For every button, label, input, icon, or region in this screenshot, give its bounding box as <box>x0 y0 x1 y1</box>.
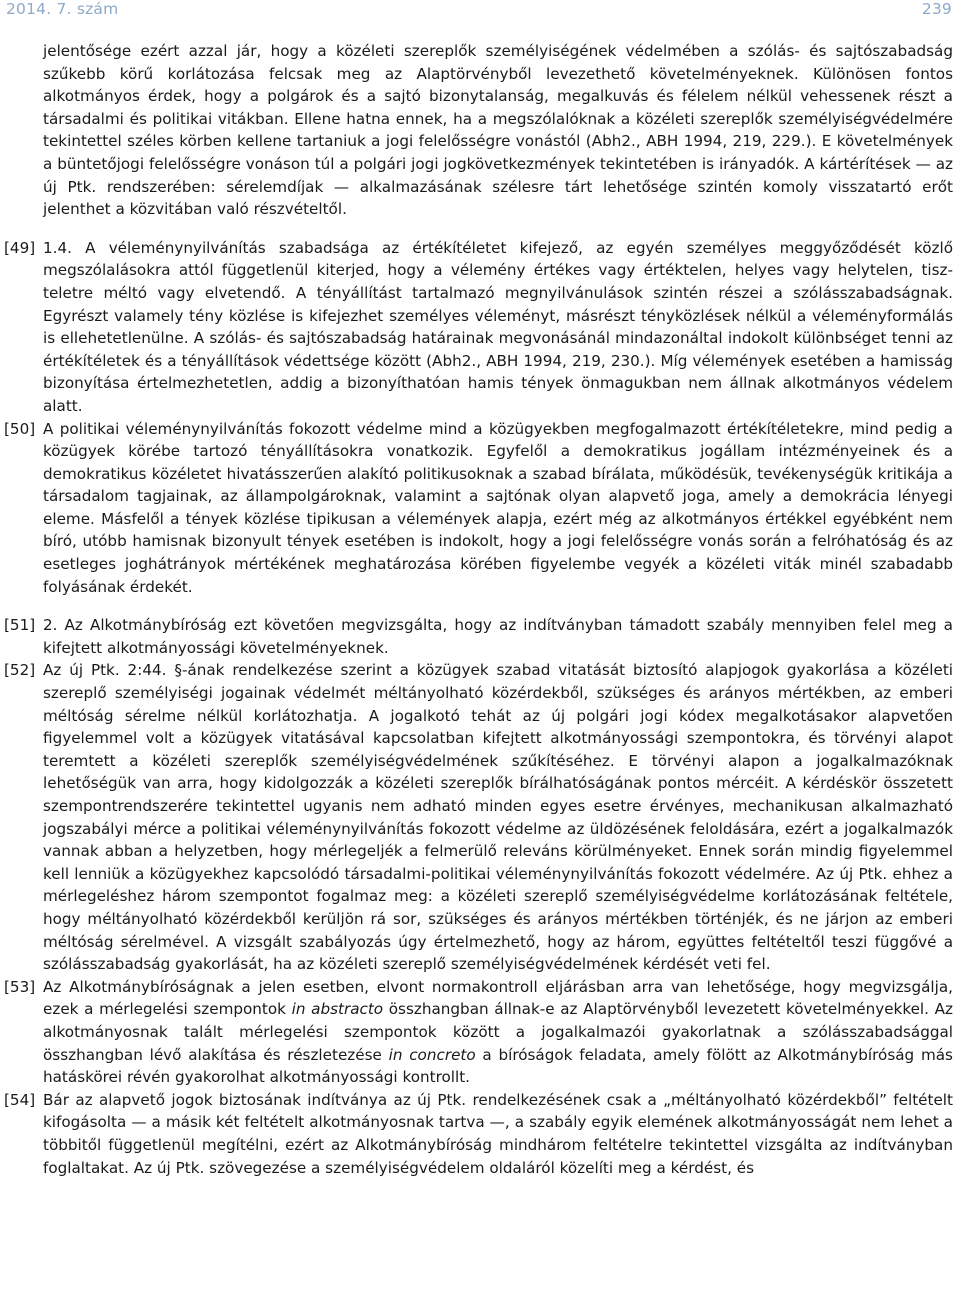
paragraph-49 <box>0 237 960 418</box>
paragraph-50 <box>0 418 960 599</box>
paragraph-text-part: Az Alkotmánybíróságnak a jelen esetben, elvont normakontroll eljárásban arra van lehetősége, hogy megvizsgálja, ezek a mérlegelési szempontok <box>43 977 953 1019</box>
paragraph-text-part: összhangban állnak-e az Alaptörvényből levezetett követelményekkel. Az alkotmányosnak talált mérlegelési szempontok között a jogalkalmazói gyakorlatnak a szólásszabadsággal összhangban lévő alakítása és részletezése <box>43 1000 953 1064</box>
paragraph-italic-term: in concreto <box>388 1045 476 1064</box>
paragraph-number: [53] <box>4 977 36 996</box>
paragraph-number: [51] <box>4 616 36 635</box>
paragraph-text: 2. Az Alkotmánybíróság ezt követően megvizsgálta, hogy az indítványban támadott szabály mennyiben felel meg a kifejtett alkotmányossági követelményeknek. <box>43 616 953 657</box>
paragraph-number: [49] <box>4 238 36 257</box>
paragraph-text: 1.4. A véleménynyilvánítás szabadsága az értékítéletet kifejező, az egyén személyes meggyőződését közlő megszólalásokra attól függetlenül kiterjed, hogy a vélemény értékes vagy értéktelen, helyes vagy helytelen, tiszteletre méltó vagy elvetendő. A tényállítást tartalmazó megnyilvánulások szintén részei a szólásszabadságnak. Egyrészt valamely tény közlése is kifejezhet személyes véleményt, másrészt tényközlések nélkül a véleményformálás is ellehetetlenülne. A szólás- és sajtószabadság határainak megvonásánál mindazonáltal indokolt különbséget tenni az értékítéletek és a tényállítások védettsége között (Abh2., ABH 1994, 219, 230.). Míg vélemények esetében a hamisság bizonyítása értelmezhetetlen, addig a bizonyíthatóan hamis tények önmagukban nem állnak alkotmányos védelem alatt. <box>43 238 953 415</box>
paragraph-text: Bár az alapvető jogok biztosának indítványa az új Ptk. rendelkezésének csak a „méltányolható közérdekből” feltételt kifogásolta — a másik két feltételt alkotmányosnak tartva —, a szabály egyik elemének alkotmányosságát nem lehet a többitől függetlenül megítélni, ezért az Alkotmánybíróság mindhárom feltételre tekintettel vizsgálta az indítványban foglaltakat. Az új Ptk. szövegezése a személyiségvédelem oldaláról közelíti meg a kérdést, és <box>43 1090 953 1177</box>
paragraph-text: Az új Ptk. 2:44. §-ának rendelkezése szerint a közügyek szabad vitatását biztosító alapjogok gyakorlása a közéleti szereplő személyiségi jogainak védelmét méltányolható közérdekből, szükséges és arányos mértékben, az emberi méltóság sérelme nélkül korlátozhatja. A jogalkotó tehát az új polgári jogi kódex megalkotásakor alapvetően figyelemmel volt a közügyek vitatásával kapcsolatban kifejtett alkotmányossági szempontokra, és törvényi alapot teremtett a közéleti szereplők személyiségvédelmének szűkítéséhez. E törvényi alapon a jogalkalmazóknak lehetőségük van arra, hogy kidolgozzák a közéleti szereplők bírálhatóságának pontos mércéit. A kérdéskör összetett szempontrendszerére tekintettel ugyanis nem adható minden egyes esetre érvényes, mechanikusan alkalmazható jogszabályi mérce a politikai véleménynyilvánítás fokozott védelme az üldözésének feloldására, ezért a jogalkalmazók vannak abban a helyzetben, hogy mérlegeljék a felmerülő releváns körülményeket. Ennek során mindig figyelemmel kell lenniük a közügyekhez kapcsolódó társadalmi-politikai véleménynyilvánítás fokozott védelmére. Az új Ptk. ehhez a mérlegeléshez három szempontot fogalmaz meg: a közéleti szereplő személyiségvédelme korlátozásának feltétele, hogy méltányolható közérdekből kerüljön rá sor, szükséges és arányos mértékben történjék, és ne járjon az emberi méltóság sérelmével. A vizsgált szabályozás úgy értelmezhető, hogy az három, együttes feltételtől teszi függővé a szólásszabadság gyakorlását, ha az közéleti szereplő személyiségvédelmének kérdését veti fel. <box>43 661 953 974</box>
paragraph-number: [54] <box>4 1090 36 1109</box>
paragraph-54 <box>0 1089 960 1179</box>
page-header <box>6 0 952 20</box>
paragraph-text-part: a bíróságok feladata, amely fölött az Alkotmánybíróság más hatáskörei révén gyakorolhat alkotmányossági kontrollt. <box>43 1045 953 1087</box>
page-number: 239 <box>921 0 952 18</box>
document-body <box>0 40 960 1179</box>
paragraph-number: [52] <box>4 661 36 680</box>
paragraph-italic-term: in abstracto <box>291 1000 384 1019</box>
journal-issue: 2014. 7. szám <box>6 0 119 18</box>
paragraph-continued <box>0 40 960 221</box>
paragraph-51 <box>0 614 960 659</box>
paragraph-text: jelentősége ezért azzal jár, hogy a közéleti szereplők személyiségének védelmében a szólás- és sajtószabadság szűkebb körű korlátozása felcsak meg az Alaptörvényből levezethető követelményeknek. Különösen fontos alkotmányos érdek, hogy a polgárok és a sajtó bizonytalanság, megalkuvás és félelem nélkül vehessenek részt a társadalmi és politikai vitákban. Ellene hatna ennek, ha a megszólalóknak a közéleti szereplők személyiségvédelmére tekintettel széles körben kellene tartaniuk a jogi felelősségre vonástól (Abh2., ABH 1994, 219, 229.). E követelmények a büntetőjogi felelősségre vonáson túl a polgári jogi jogkövetkezmények tekintetében is irányadók. A kártérítések — az új Ptk. rendszerében: sérelemdíjak — alkalmazásának szélesre tárt lehetősége szintén komoly visszatartó erőt jelenthet a közvitában való részvételtől. <box>43 42 953 219</box>
paragraph-number: [50] <box>4 419 36 438</box>
paragraph-text: A politikai véleménynyilvánítás fokozott védelme mind a közügyekben megfogalmazott értékítéletekre, mind pedig a közügyek körébe tartozó tényállításokra vonatkozik. Egyfelől a demokratikus jogállam intézményeinek és a demokratikus közéletet hivatásszerűen alakító politikusoknak a szabad bírálata, működésük, tevékenységük kritikája a társadalom tagjainak, az állampolgároknak, valamint a sajtónak olyan alapvető joga, amely a demokrácia lényegi eleme. Másfelől a tények közlése tipikusan a vélemények alapja, ezért még az alkotmányos értékkel egyébként nem bíró, utóbb hamisnak bizonyult tények esetében is indokolt, hogy a jogi felelősségre vonás során a felróhatóság és az esetleges joghátrányok mértékének meghatározása körében figyelembe vegyék a közéleti viták minél szabadabb folyásának érdekét. <box>43 419 953 596</box>
paragraph-52 <box>0 659 960 975</box>
paragraph-53 <box>0 976 960 1089</box>
